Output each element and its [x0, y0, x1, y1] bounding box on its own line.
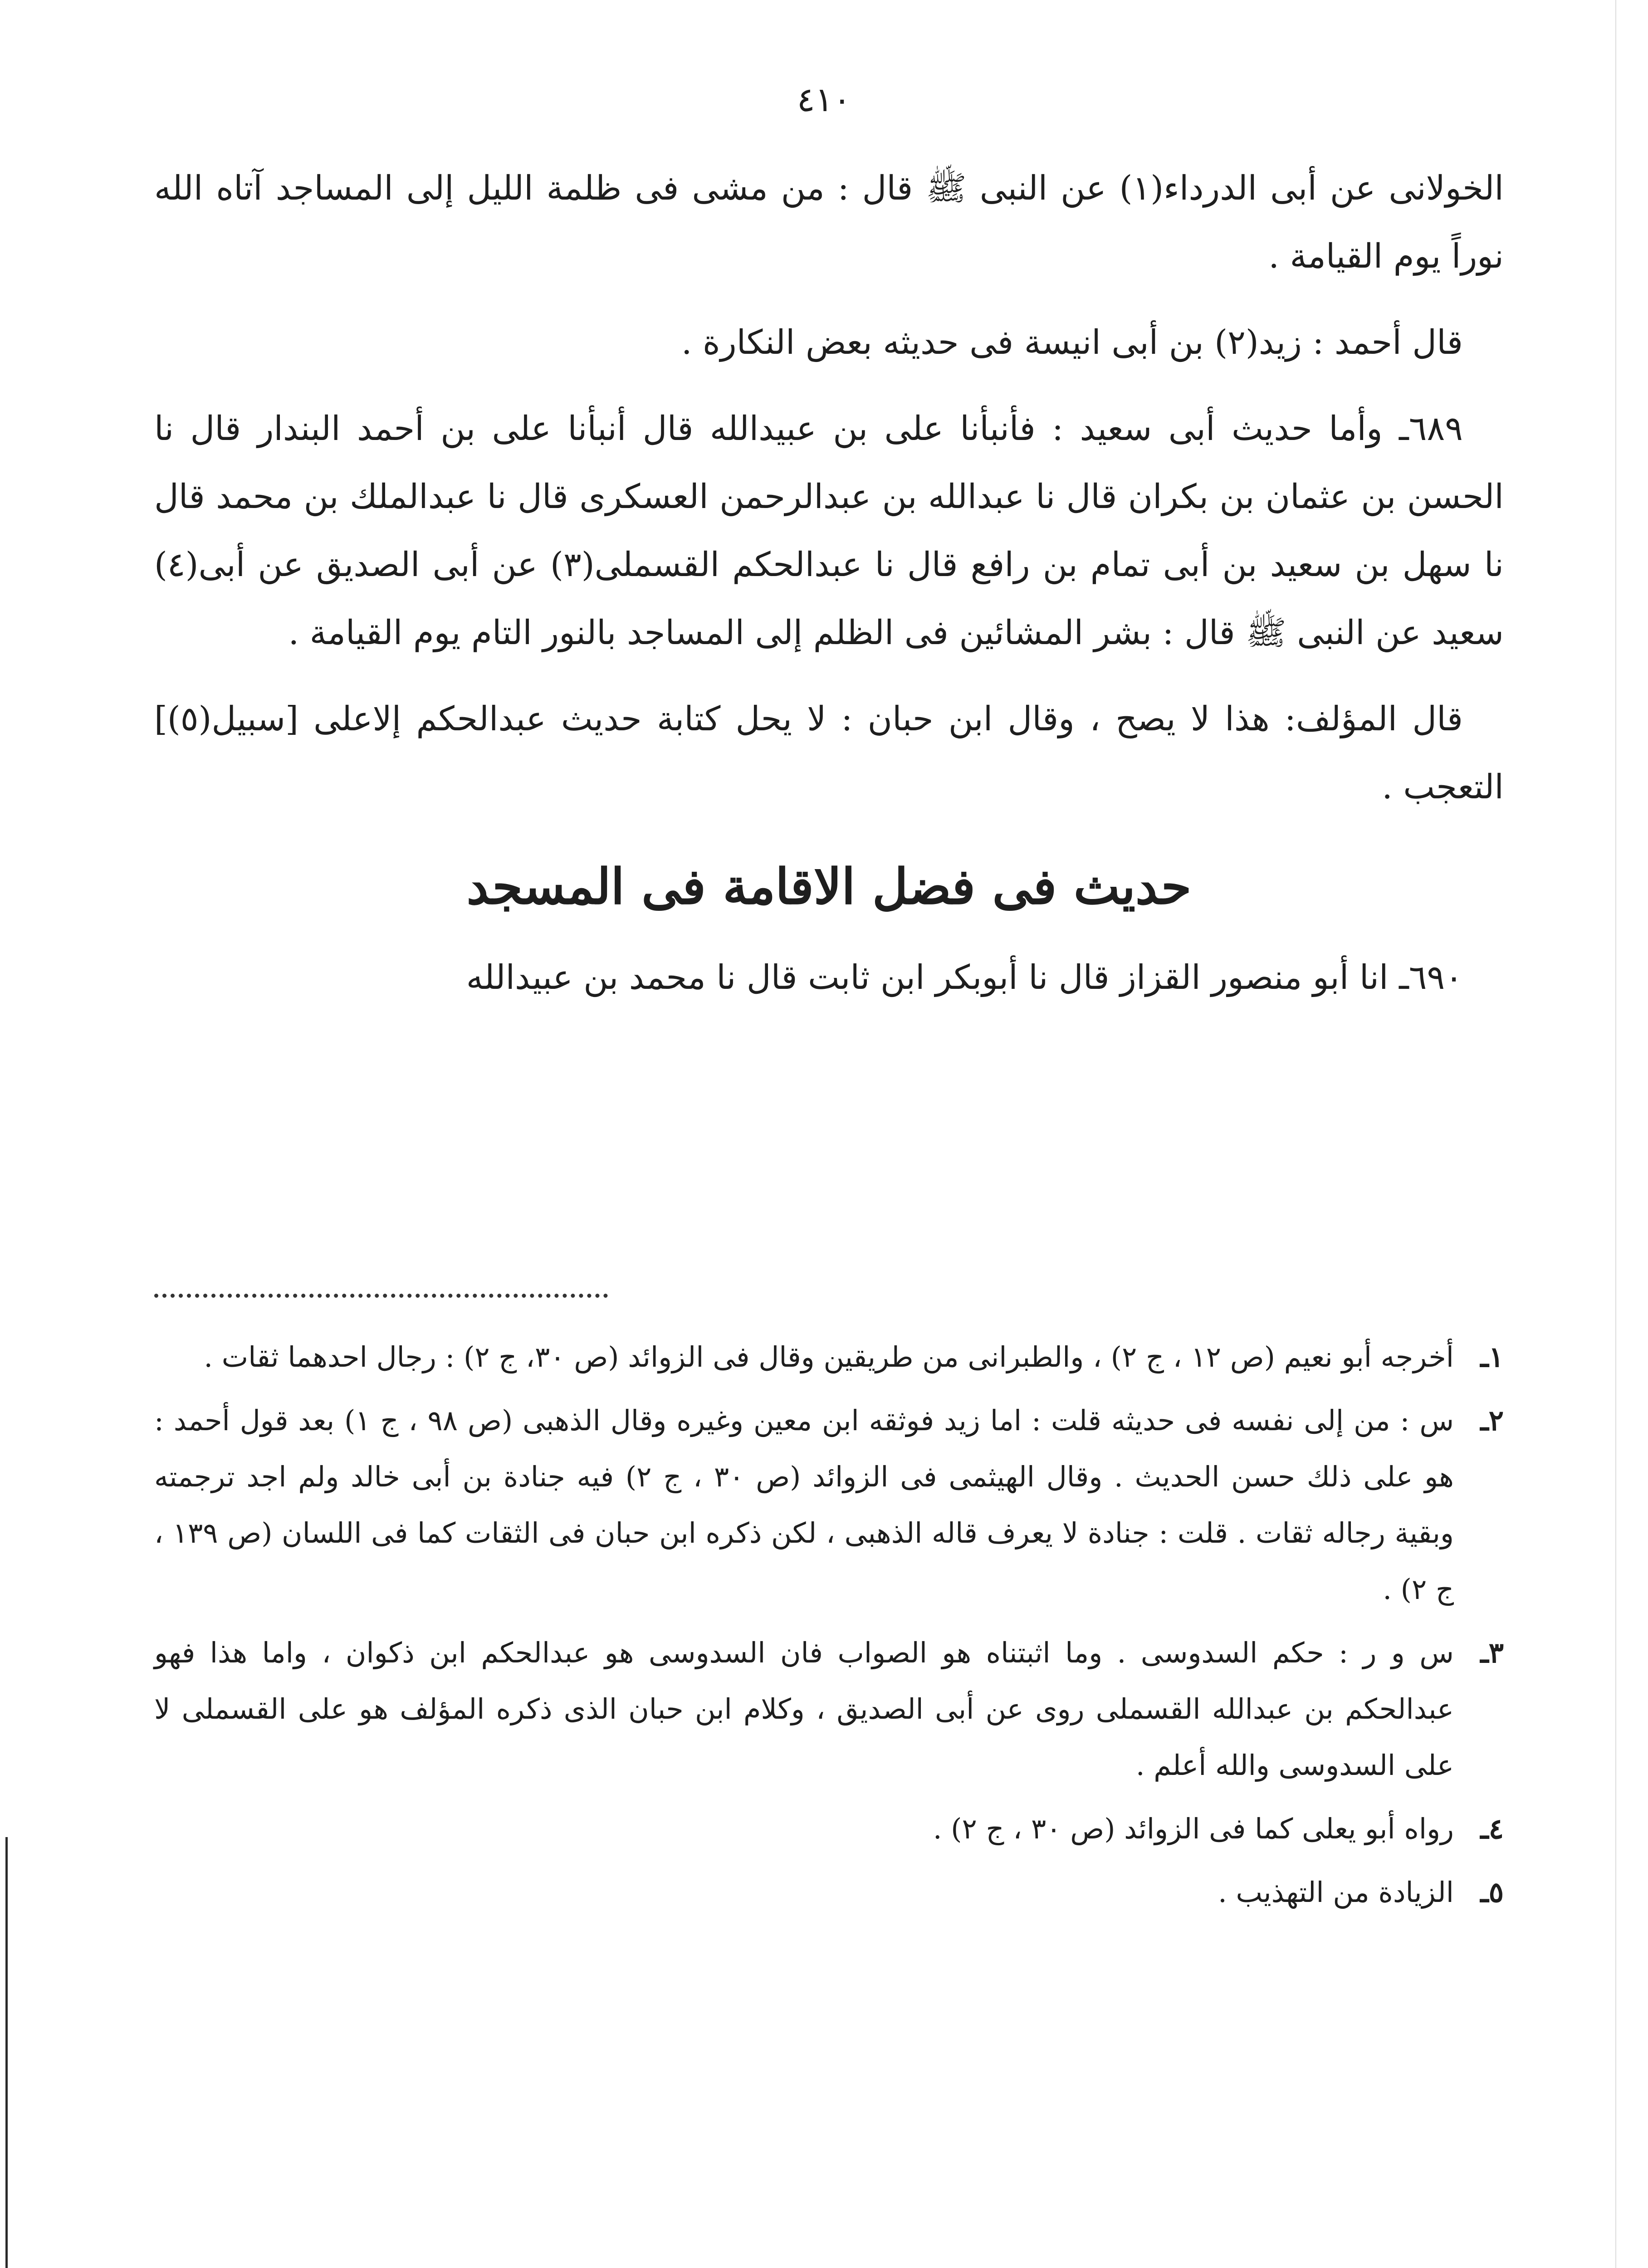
footnote-3: [154, 1625, 1504, 1794]
footnote-number: ١ـ: [1480, 1340, 1504, 1374]
footnote-text: الزيادة من التهذيب .: [1218, 1876, 1454, 1909]
paragraph-author-comment: قال المؤلف: هذا لا يصح ، وقال ابن حبان : لا يحل كتابة حديث عبدالحكم إلاعلى [سبيل(٥)] التعجب .: [154, 699, 1504, 807]
footnote-number: ٤ـ: [1480, 1812, 1504, 1845]
footnote-number: ٣ـ: [1480, 1636, 1504, 1669]
footnote-text: س و ر : حكم السدوسى . وما اثبتناه هو الصواب فان السدوسى هو عبدالحكم ابن ذكوان ، واما هذا فهو عبدالحكم بن عبدالله القسملى روى عن أبى الصديق ، وكلام ابن حبان الذى ذكره المؤلف هو على القسملى لا على السدوسى والله أعلم .: [154, 1636, 1454, 1782]
footnote-1: [154, 1329, 1504, 1385]
paragraph-hadith-690: ٦٩٠ـ انا أبو منصور القزاز قال نا أبوبكر ابن ثابت قال نا محمد بن عبيدالله: [466, 958, 1463, 997]
paragraph-hadith-continuation: الخولانى عن أبى الدرداء(١) عن النبى ﷺ قال : من مشى فى ظلمة الليل إلى المساجد آتاه الله نوراً يوم القيامة .: [154, 169, 1504, 276]
binding-edge-line: [5, 1837, 8, 2268]
footnotes: [154, 1329, 1504, 1928]
scan-edge-line: [1615, 0, 1616, 2268]
footnote-number: ٢ـ: [1480, 1404, 1504, 1437]
page-number: ٤١٠: [797, 80, 851, 119]
footnote-number: ٥ـ: [1480, 1876, 1504, 1909]
main-text: [154, 154, 1504, 1030]
footnote-4: [154, 1801, 1504, 1857]
footnote-5: [154, 1864, 1504, 1921]
footnote-text: رواه أبو يعلى كما فى الزوائد (ص ٣٠ ، ج ٢) .: [933, 1812, 1454, 1845]
paragraph-hadith-689: ٦٨٩ـ وأما حديث أبى سعيد : فأنبأنا على بن عبيدالله قال أنبأنا على بن أحمد البندار قال نا الحسن بن عثمان بن بكران قال نا عبدالله بن عبدالرحمن العسكرى قال نا عبدالملك بن محمد قال نا سهل بن سعيد بن أبى تمام بن رافع قال نا عبدالحكم القسملى(٣) عن أبى الصديق عن أبى(٤) سعيد عن النبى ﷺ قال : بشر المشائين فى الظلم إلى المساجد بالنور التام يوم القيامة .: [154, 409, 1504, 652]
section-title: حديث فى فضل الاقامة فى المسجد: [466, 858, 1192, 915]
footnote-text: س : من إلى نفسه فى حديثه قلت : اما زيد فوثقه ابن معين وغيره وقال الذهبى (ص ٩٨ ، ج ١) بعد قول أحمد : هو على ذلك حسن الحديث . وقال الهيثمى فى الزوائد (ص ٣٠ ، ج ٢) فيه جنادة بن أبى خالد ولم اجد ترجمته وبقية رجاله ثقات . قلت : جنادة لا يعرف قاله الذهبى ، لكن ذكره ابن حبان فى الثقات كما فى اللسان (ص ١٣٩ ، ج ٢) .: [154, 1404, 1454, 1606]
paragraph-ahmad-comment: قال أحمد : زيد(٢) بن أبى انيسة فى حديثه بعض النكارة .: [681, 323, 1463, 362]
footnote-2: [154, 1393, 1504, 1618]
footnote-text: أخرجه أبو نعيم (ص ١٢ ، ج ٢) ، والطبرانى من طريقين وقال فى الزوائد (ص ٣٠، ج ٢) : رجال احدهما ثقات .: [204, 1340, 1454, 1374]
footnote-separator: [154, 1294, 608, 1298]
